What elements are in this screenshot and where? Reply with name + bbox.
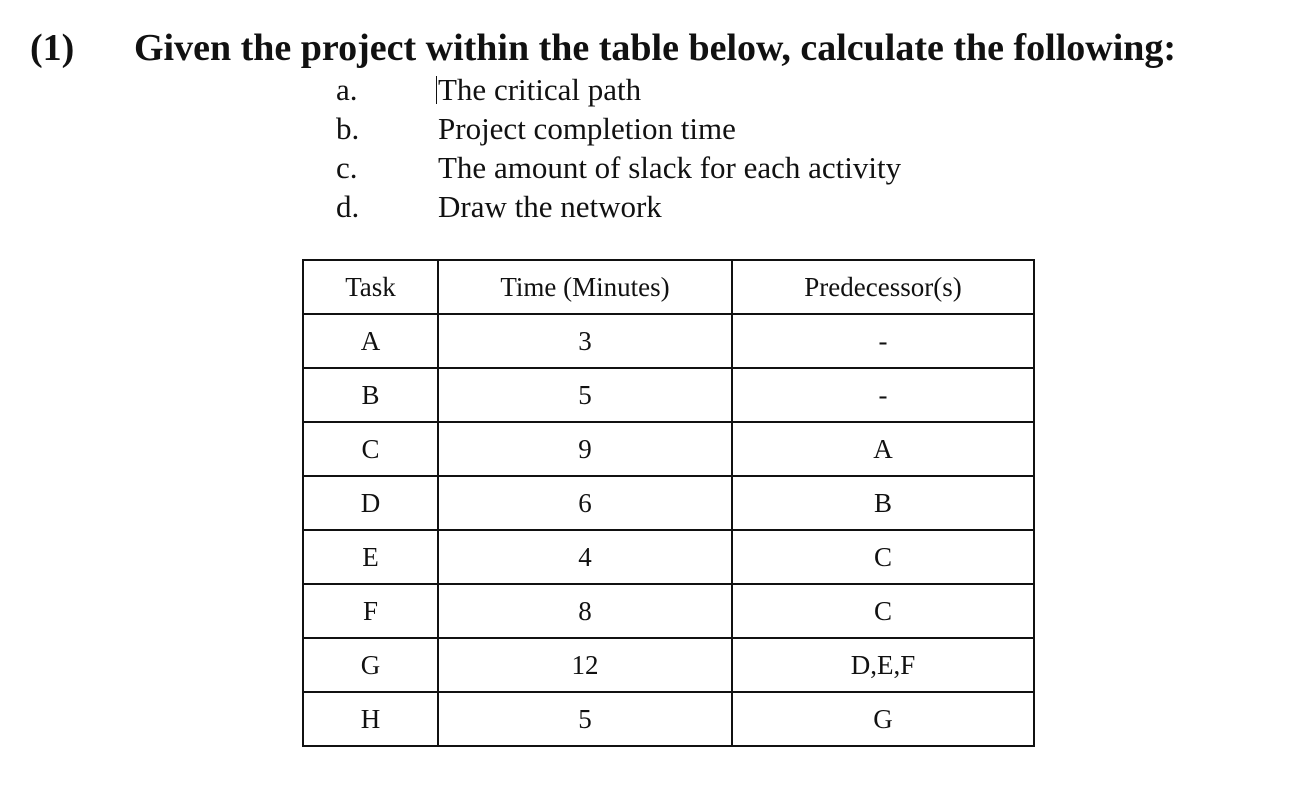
cell-task: C: [303, 422, 438, 476]
project-table: [302, 259, 1035, 747]
part-letter: b.: [336, 111, 360, 146]
cell-predecessors: D,E,F: [732, 638, 1034, 692]
cell-predecessors: -: [732, 368, 1034, 422]
cell-task: A: [303, 314, 438, 368]
question-parts-list: [336, 70, 1136, 226]
table-row: [303, 638, 1034, 692]
cell-task: F: [303, 584, 438, 638]
table-row: [303, 530, 1034, 584]
part-letter: c.: [336, 150, 358, 185]
table-row: [303, 314, 1034, 368]
part-text: Project completion time: [438, 111, 736, 146]
table-row: [303, 476, 1034, 530]
cell-task: G: [303, 638, 438, 692]
cell-task: D: [303, 476, 438, 530]
cell-time: 3: [438, 314, 732, 368]
table-row: [303, 422, 1034, 476]
cell-predecessors: B: [732, 476, 1034, 530]
cell-predecessors: C: [732, 530, 1034, 584]
question-number: (1): [30, 27, 75, 69]
question-part-b: [336, 109, 1136, 148]
part-text: Draw the network: [438, 189, 662, 224]
table-row: [303, 692, 1034, 746]
cell-task: H: [303, 692, 438, 746]
cell-time: 5: [438, 368, 732, 422]
cell-task: B: [303, 368, 438, 422]
question-part-a: [336, 70, 1136, 109]
text-cursor: [436, 76, 437, 104]
table-header-row: [303, 260, 1034, 314]
cell-task: E: [303, 530, 438, 584]
question-heading: Given the project within the table below, calculate the following:: [134, 27, 1177, 69]
header-predecessors: Predecessor(s): [732, 260, 1034, 314]
part-letter: a.: [336, 72, 358, 107]
table-row: [303, 368, 1034, 422]
cell-time: 4: [438, 530, 732, 584]
header-task: Task: [303, 260, 438, 314]
cell-predecessors: G: [732, 692, 1034, 746]
cell-predecessors: A: [732, 422, 1034, 476]
cell-predecessors: -: [732, 314, 1034, 368]
question-part-d: [336, 187, 1136, 226]
question-part-c: [336, 148, 1136, 187]
part-text: The amount of slack for each activity: [438, 150, 902, 185]
cell-time: 6: [438, 476, 732, 530]
cell-predecessors: C: [732, 584, 1034, 638]
cell-time: 5: [438, 692, 732, 746]
part-letter: d.: [336, 189, 360, 224]
table-row: [303, 584, 1034, 638]
header-time: Time (Minutes): [438, 260, 732, 314]
cell-time: 8: [438, 584, 732, 638]
cell-time: 12: [438, 638, 732, 692]
part-text: The critical path: [438, 72, 642, 107]
cell-time: 9: [438, 422, 732, 476]
